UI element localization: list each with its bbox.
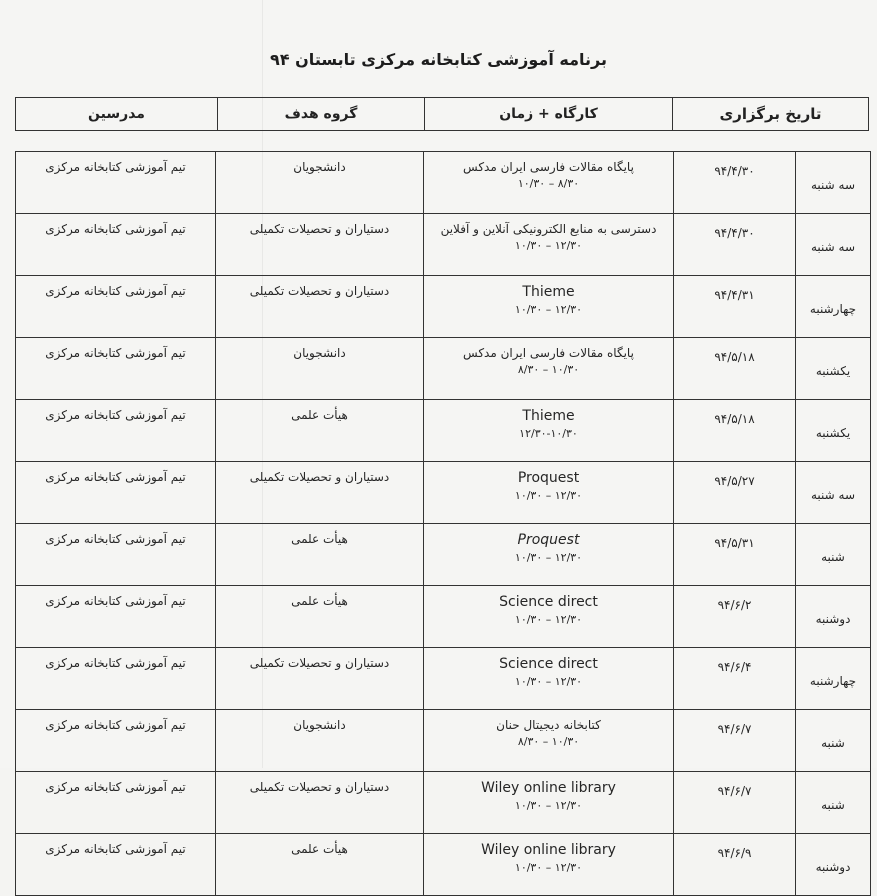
cell-workshop bbox=[424, 152, 674, 214]
workshop-time: ۱۲/۳۰ – ۱۰/۳۰ bbox=[514, 239, 583, 252]
workshop-time: ۱۰/۳۰ – ۸/۳۰ bbox=[517, 735, 580, 748]
workshop-time: ۱۲/۳۰-۱۰/۳۰ bbox=[519, 427, 578, 440]
cell-day: سه شنبه bbox=[796, 462, 871, 524]
header-workshop: کارگاه + زمان bbox=[424, 98, 672, 130]
cell-target-group: دستیاران و تحصیلات تکمیلی bbox=[216, 214, 424, 276]
cell-teachers: تیم آموزشی کتابخانه مرکزی bbox=[16, 214, 216, 276]
cell-target-group: هیأت علمی bbox=[216, 834, 424, 896]
cell-target-group: دستیاران و تحصیلات تکمیلی bbox=[216, 648, 424, 710]
workshop-time: ۸/۳۰ – ۱۰/۳۰ bbox=[517, 177, 580, 190]
cell-workshop bbox=[424, 710, 674, 772]
schedule-rows bbox=[16, 152, 871, 896]
workshop-time: ۱۲/۳۰ – ۱۰/۳۰ bbox=[514, 613, 583, 626]
workshop-title: Science direct bbox=[499, 594, 598, 610]
cell-date: ۹۴/۵/۱۸ bbox=[674, 400, 796, 462]
cell-day: سه شنبه bbox=[796, 152, 871, 214]
workshop-title: پایگاه مقالات فارسی ایران مدکس bbox=[463, 346, 634, 360]
header-teachers: مدرسین bbox=[88, 106, 145, 122]
table-row bbox=[16, 710, 871, 772]
cell-target-group: هیأت علمی bbox=[216, 524, 424, 586]
table-row bbox=[16, 400, 871, 462]
workshop-time: ۱۲/۳۰ – ۱۰/۳۰ bbox=[514, 303, 583, 316]
cell-date: ۹۴/۶/۷ bbox=[674, 772, 796, 834]
cell-workshop bbox=[424, 586, 674, 648]
cell-teachers: تیم آموزشی کتابخانه مرکزی bbox=[16, 152, 216, 214]
cell-day: چهارشنبه bbox=[796, 648, 871, 710]
cell-target-group: دانشجویان bbox=[216, 152, 424, 214]
workshop-time: ۱۲/۳۰ – ۱۰/۳۰ bbox=[514, 675, 583, 688]
cell-teachers: تیم آموزشی کتابخانه مرکزی bbox=[16, 400, 216, 462]
cell-target-group: دانشجویان bbox=[216, 338, 424, 400]
cell-target-group: دانشجویان bbox=[216, 710, 424, 772]
cell-date: ۹۴/۴/۳۰ bbox=[674, 214, 796, 276]
cell-date: ۹۴/۶/۹ bbox=[674, 834, 796, 896]
cell-date: ۹۴/۴/۳۱ bbox=[674, 276, 796, 338]
cell-teachers: تیم آموزشی کتابخانه مرکزی bbox=[16, 586, 216, 648]
cell-date: ۹۴/۵/۲۷ bbox=[674, 462, 796, 524]
cell-teachers: تیم آموزشی کتابخانه مرکزی bbox=[16, 524, 216, 586]
cell-target-group: دستیاران و تحصیلات تکمیلی bbox=[216, 772, 424, 834]
cell-workshop bbox=[424, 400, 674, 462]
cell-day: سه شنبه bbox=[796, 214, 871, 276]
cell-workshop bbox=[424, 462, 674, 524]
table-row bbox=[16, 586, 871, 648]
table-header bbox=[15, 97, 869, 131]
cell-workshop bbox=[424, 524, 674, 586]
cell-date: ۹۴/۶/۲ bbox=[674, 586, 796, 648]
table-row bbox=[16, 648, 871, 710]
cell-teachers: تیم آموزشی کتابخانه مرکزی bbox=[16, 648, 216, 710]
table-row bbox=[16, 152, 871, 214]
cell-teachers: تیم آموزشی کتابخانه مرکزی bbox=[16, 772, 216, 834]
table-row bbox=[16, 214, 871, 276]
cell-teachers: تیم آموزشی کتابخانه مرکزی bbox=[16, 834, 216, 896]
cell-date: ۹۴/۵/۱۸ bbox=[674, 338, 796, 400]
cell-workshop bbox=[424, 772, 674, 834]
workshop-title: Wiley online library bbox=[481, 780, 616, 796]
cell-workshop bbox=[424, 214, 674, 276]
cell-teachers: تیم آموزشی کتابخانه مرکزی bbox=[16, 338, 216, 400]
document-title: برنامه آموزشی کتابخانه مرکزی تابستان ۹۴ bbox=[270, 50, 607, 69]
workshop-title: کتابخانه دیجیتال حنان bbox=[496, 718, 601, 732]
workshop-title: پایگاه مقالات فارسی ایران مدکس bbox=[463, 160, 634, 174]
table-row bbox=[16, 338, 871, 400]
workshop-title: Proquest bbox=[517, 532, 580, 548]
cell-target-group: هیأت علمی bbox=[216, 400, 424, 462]
cell-target-group: دستیاران و تحصیلات تکمیلی bbox=[216, 462, 424, 524]
cell-day: شنبه bbox=[796, 524, 871, 586]
workshop-time: ۱۲/۳۰ – ۱۰/۳۰ bbox=[514, 489, 583, 502]
workshop-title: Science direct bbox=[499, 656, 598, 672]
table-row bbox=[16, 772, 871, 834]
cell-day: یکشنبه bbox=[796, 338, 871, 400]
workshop-time: ۱۲/۳۰ – ۱۰/۳۰ bbox=[514, 551, 583, 564]
cell-day: شنبه bbox=[796, 772, 871, 834]
cell-teachers: تیم آموزشی کتابخانه مرکزی bbox=[16, 462, 216, 524]
workshop-time: ۱۲/۳۰ – ۱۰/۳۰ bbox=[514, 799, 583, 812]
cell-day: چهارشنبه bbox=[796, 276, 871, 338]
workshop-title: Thieme bbox=[522, 284, 575, 300]
table-row bbox=[16, 462, 871, 524]
cell-target-group: هیأت علمی bbox=[216, 586, 424, 648]
cell-workshop bbox=[424, 338, 674, 400]
table-row bbox=[16, 524, 871, 586]
workshop-title: Wiley online library bbox=[481, 842, 616, 858]
workshop-time: ۱۲/۳۰ – ۱۰/۳۰ bbox=[514, 861, 583, 874]
schedule-table bbox=[15, 151, 871, 896]
cell-date: ۹۴/۵/۳۱ bbox=[674, 524, 796, 586]
table-row bbox=[16, 834, 871, 896]
cell-workshop bbox=[424, 834, 674, 896]
cell-date: ۹۴/۶/۴ bbox=[674, 648, 796, 710]
header-date: تاریخ برگزاری bbox=[672, 98, 868, 130]
cell-date: ۹۴/۶/۷ bbox=[674, 710, 796, 772]
cell-target-group: دستیاران و تحصیلات تکمیلی bbox=[216, 276, 424, 338]
table-row bbox=[16, 276, 871, 338]
cell-teachers: تیم آموزشی کتابخانه مرکزی bbox=[16, 276, 216, 338]
cell-day: یکشنبه bbox=[796, 400, 871, 462]
cell-teachers: تیم آموزشی کتابخانه مرکزی bbox=[16, 710, 216, 772]
workshop-title: Thieme bbox=[522, 408, 575, 424]
cell-workshop bbox=[424, 276, 674, 338]
cell-day: دوشنبه bbox=[796, 586, 871, 648]
header-target-group: گروه هدف bbox=[217, 98, 424, 130]
cell-date: ۹۴/۴/۳۰ bbox=[674, 152, 796, 214]
cell-day: شنبه bbox=[796, 710, 871, 772]
cell-workshop bbox=[424, 648, 674, 710]
workshop-title: Proquest bbox=[517, 470, 580, 486]
cell-day: دوشنبه bbox=[796, 834, 871, 896]
workshop-title: دسترسی به منابع الکترونیکی آنلاین و آفلاین bbox=[440, 222, 657, 236]
workshop-time: ۱۰/۳۰ – ۸/۳۰ bbox=[517, 363, 580, 376]
